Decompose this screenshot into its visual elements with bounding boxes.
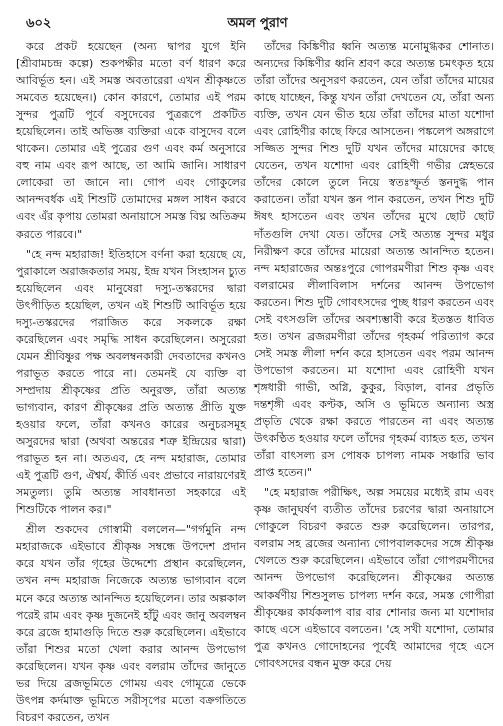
running-title: অমল পুরাণ (227, 16, 288, 31)
page-number: ৬০২ (26, 16, 52, 31)
paragraph: "হে নন্দ মহারাজ! ইতিহাসে বর্ণনা করা হয়েছে যে, পুরাকালে অরাজকতার সময়, ইন্দ্র যখন সিংহাসন চ্যুত হয়েছিলেন এবং মানুষেরা দস্যু-তস্করদের দ্বারা উৎপীড়িত হয়েছিল, তখন এই শিশুটি আবির্ভূত হয়ে দস্যু-তস্করদের পরাজিত করে সকলকে রক্ষা করেছিলেন এবং সমৃদ্ধি সাধন করেছিলেন। অসুরেরা যেমন শ্রীবিষ্ণুর পক্ষ অবলম্বনকারী দেবতাদের কখনও পরাভূত করতে পারে না। তেমনই যে ব্যক্তি বা সম্প্রদায় শ্রীকৃষ্ণের প্রতি অনুরক্ত, তাঁরা অত্যন্ত ভাগ্যবান, কারণ শ্রীকৃষ্ণের প্রতি অত্যন্ত প্রীতি যুক্ত হওয়ার ফলে, তাঁরা কখনও কারের অনুচরসমূহ অসুরদের দ্বারা (অথবা অন্তরের শত্রু ইন্দ্রিয়ের দ্বারা) পরাভূত হন না। অতএব, হে নন্দ মহারাজ, তোমার এই পুত্রটি গুণ, ঐশ্বর্য, কীর্তি এবং প্রভাবে নারায়ণেরই সমতুল্য। তুমি অত্যন্ত সাবধানতা সহকারে এই শিশুটিকে পালন কর।" (16, 247, 246, 517)
right-column (254, 38, 494, 670)
left-column (16, 38, 246, 724)
page-header (26, 14, 489, 34)
paragraph: করে প্রকট হয়েছেন (অন্য দ্বাপর যুগে ইনি [শ্রীবামচন্দ্র কল্পে) শুকপক্ষীর মতো বর্ণ ধারণ করে আবির্ভূত হন। এই সমস্ত অবতারেরা এখন শ্রীকৃষ্ণতে সমবেত হয়েছেন।) কোন কারণে, তোমার এই পরম সুন্দর পুত্রটি পূর্বে বসুদেবের পুত্ররূপে প্রকটিত হয়েছিলেন। তাই অভিজ্ঞ ব্যক্তিরা একে বাসুদেব বলে থাকেন। তোমার এই পুত্রের গুণ এবং কর্ম অনুসারে বহু নাম এবং রূপ আছে, তা আমি জানি। সাধারণ লোকেরা তা জানে না। গোপ এবং গোকুলের আনন্দবর্ধক এই শিশুটি তোমাদের মঙ্গল সাধন করবে এবং এঁর কৃপায় তোমরা অনায়াসে সমস্ত বিঘ্ন অতিক্রম করতে পারবে।" (16, 40, 246, 241)
paragraph: শ্রীল শুকদেব গোস্বামী বললেন—"গর্গমুনি নন্দ মহারাজকে এইভাবে শ্রীকৃষ্ণ সম্বন্ধে উপদেশ প্রদান করে যখন তাঁর গৃহের উদ্দেশ্যে প্রস্থান করেছিলেন, তখন নন্দ মহারাজ নিজেকে অত্যন্ত ভাগ্যবান বলে মনে করে অত্যন্ত আনন্দিত হয়েছিলেন। তার অল্পকাল পরেই রাম এবং কৃষ্ণ দুজনেই হাঁটু এবং জানু অবলম্বন করে ব্রজে হামাগুড়ি দিতে শুরু করেছিলেন। এইভাবে তাঁরা শিশুর মতো খেলা করার আনন্দ উপভোগ করেছিলেন। যখন কৃষ্ণ এবং বলরাম তাঁদের জানুতে ভর দিয়ে ব্রজভূমিতে গোময় এবং গোমূত্রে ভেকে উৎপন্ন কর্দমাক্ত ভূমিতে সরীসৃপের মতো বক্রগতিতে বিচরণ করতেন, তখন (16, 523, 246, 724)
paragraph: "হে মহারাজ পরীক্ষিৎ, অল্প সময়ের মধ্যেই রাম এবং কৃষ্ণ জানুঘর্ষণ ব্যতীত তাঁদের চরণের দ্বারা অনায়াসে গোকুলে বিচরণ করতে শুরু করেছিলেন। তারপর, বলরাম সহ ব্রজের অন্যান্য গোপবালকদের সঙ্গে শ্রীকৃষ্ণ খেলতে শুরু করেছিলেন। এইভাবে তাঁরা গোপরমণীদের আনন্দ উপভোগ করেছিলেন। শ্রীকৃষ্ণের অত্যন্ত আকর্ষণীয় শিশুসুলভ চাপল্য দর্শন করে, সমস্ত গোপীরা শ্রীকৃষ্ণের কার্যকলাপ বার বার শোনার জন্য মা যশোদার কাছে এসে এইভাবে বলতেন। 'হে সখী যশোদা, তোমার পুত্র কখনও গোদোহনের পূর্বেই আমাদের গৃহে এসে গোবৎসদের বন্ধন মুক্ত করে দেয় (254, 486, 494, 670)
paragraph: তাঁদের কিঙ্কিণীর ধ্বনি অত্যন্ত মনোমুগ্ধকর শোনাত। অন্যদের কিঙ্কিণীর ধ্বনি শ্রবণ করে অত্যন্ত চমৎকৃত হয়ে তাঁরা তাঁদের অনুসরণ করতেন, যেন তাঁরা তাঁদের মায়ের কাছে যাচ্ছেন, কিন্তু যখন তাঁরা দেখতেন যে, তাঁরা অন্য ব্যক্তি, তখন যেন ভীত হয়ে তাঁরা তাঁদের মাতা যশোদা এবং রোহিণীর কাছে ফিরে আসতেন। পঙ্কলেপ অঙ্গরাগে সজ্জিত সুন্দর শিশু দুটি যখন তাঁদের মায়েদের কাছে যেতেন, তখন যশোদা এবং রোহিণী গভীর স্নেহভরে তাঁদের কোলে তুলে নিয়ে স্বতঃস্ফূর্ত স্তনদুগ্ধ পান করাতেন। তাঁরা যখন স্তন পান করতেন, তখন শিশু দুটি ঈষৎ হাসতেন এবং তখন তাঁদের মুখে ছোট ছোট দাঁতগুলি দেখা যেত। তাঁদের সেই অত্যন্ত সুন্দর মধুর নিরীক্ষণ করে তাঁদের মায়েরা অত্যন্ত আনন্দিত হতেন। নন্দ মহারাজের অন্তঃপুরে গোপরমণীরা শিশু কৃষ্ণ এবং বলরামের লীলাবিলাস দর্শনের আনন্দ উপভোগ করতেন। শিশু দুটি গোবৎসদের পুচ্ছ ধারণ করতেন এবং সেই বৎসগুলি তাঁদের অবশ্যম্ভাবী করে ইতস্তত ধাবিত হত। তখন ব্রজরমণীরা তাঁদের গৃহকর্ম পরিত্যাগ করে সেই সমস্ত লীলা দর্শন করে হাসতেন এবং পরম আনন্দ উপভোগ করতেন। মা যশোদা এবং রোহিণী যখন শৃঙ্গধারী গাভী, অগ্নি, কুকুর, বিড়াল, বানর প্রভৃতি দন্তশৃঙ্গী এবং কণ্টক, অসি ও ভূমিতে অন্যান্য অস্ত্র প্রভৃতি থেকে রক্ষা করতে পারতেন না এবং অত্যন্ত উৎকণ্ঠিত হওয়ার ফলে তাঁদের গৃহকর্ম ব্যাহত হত, তখন তাঁরা বাৎসল্য রস পোষক চাপল্য নামক সঞ্চারি ভাব প্রাপ্ত হতেন।" (254, 40, 494, 480)
